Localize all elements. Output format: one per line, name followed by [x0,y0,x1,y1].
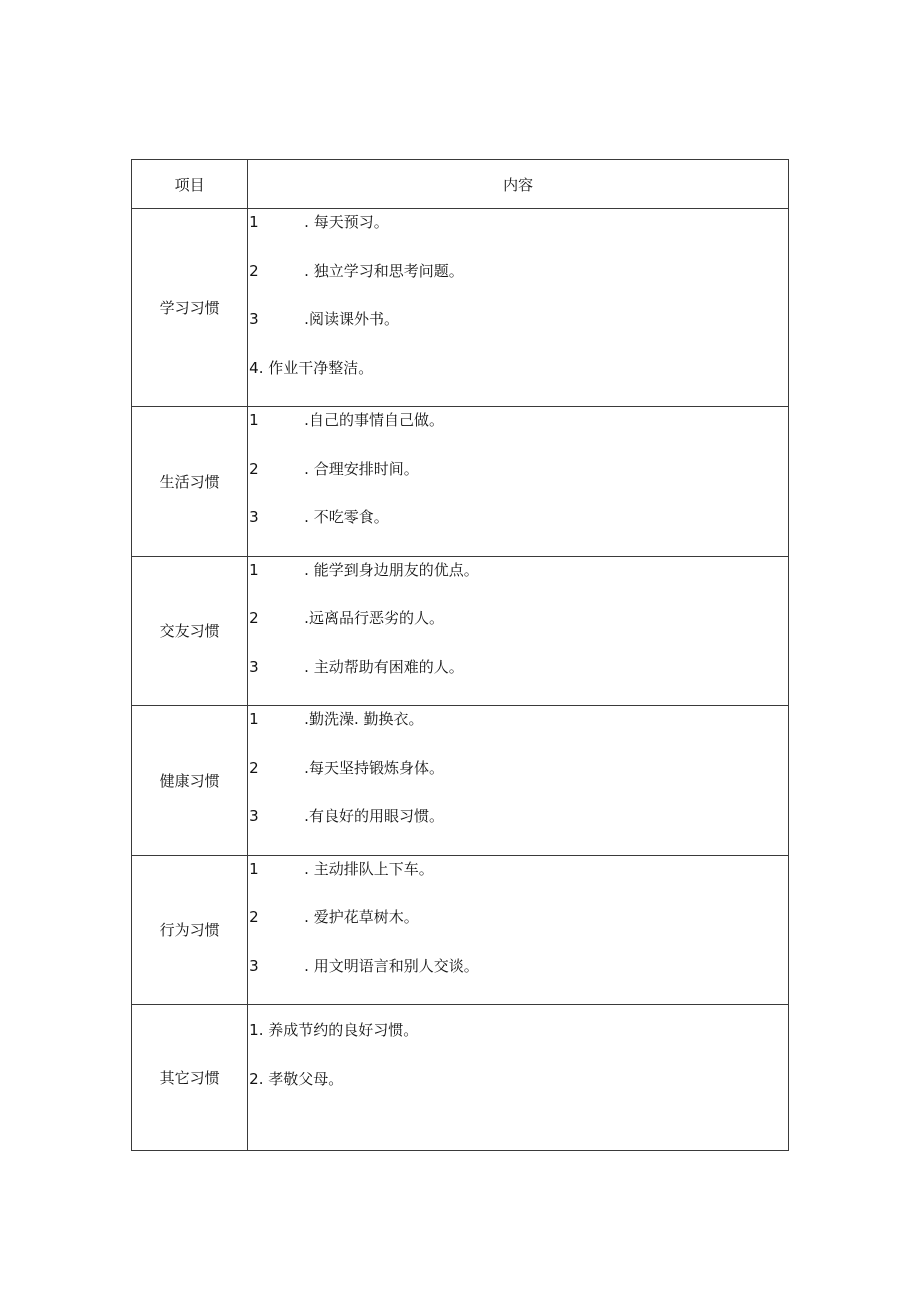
category-cell: 其它习惯 [132,1005,248,1151]
list-item [248,859,788,908]
list-item [248,956,788,1005]
item-number: 2 [249,609,259,627]
list-item [248,410,788,459]
list-item [248,560,788,609]
item-number: 1 [249,411,259,429]
list-item [248,358,788,407]
header-category: 项目 [132,160,248,209]
item-text: 4. 作业干净整洁。 [249,358,374,377]
content-cell [248,706,789,856]
list-item [248,212,788,261]
item-number: 2 [249,459,259,478]
list-item [248,1020,788,1069]
list-item [248,459,788,508]
item-number: 3 [249,807,259,825]
item-number: 2 [249,908,259,926]
item-text: . 能学到身边朋友的优点。 [304,560,479,579]
table-row [132,855,789,1005]
table-row [132,556,789,706]
table-row [132,706,789,856]
item-text: .有良好的用眼习惯。 [304,807,444,825]
item-text: . 主动帮助有困难的人。 [304,657,464,676]
table-header-row [132,160,789,209]
list-item [248,608,788,657]
table-row [132,407,789,557]
category-cell: 行为习惯 [132,855,248,1005]
item-text: .勤洗澡. 勤换衣。 [304,710,424,728]
item-number: 1 [249,710,259,728]
item-number: 3 [249,508,259,526]
header-content: 内容 [248,160,789,209]
item-text: . 每天预习。 [304,213,389,231]
list-item [248,507,788,556]
item-number: 2 [249,261,259,280]
list-item [248,709,788,758]
list-item [248,907,788,956]
item-text: . 独立学习和思考问题。 [304,261,464,280]
category-cell: 交友习惯 [132,556,248,706]
item-text: 2. 孝敬父母。 [249,1069,344,1088]
item-number: 1 [249,213,259,231]
table-row [132,209,789,407]
item-text: . 主动排队上下车。 [304,859,434,878]
table-row [132,1005,789,1151]
content-cell [248,209,789,407]
list-item [248,261,788,310]
item-text: .自己的事情自己做。 [304,411,444,429]
category-cell: 健康习惯 [132,706,248,856]
item-number: 2 [249,758,259,777]
item-text: .阅读课外书。 [304,310,399,328]
item-number: 3 [249,657,259,676]
item-number: 1 [249,560,259,579]
item-text: . 爱护花草树木。 [304,908,419,926]
habits-table [131,159,789,1151]
list-item [248,657,788,706]
item-number: 3 [249,310,259,328]
item-number: 3 [249,956,259,975]
content-cell [248,407,789,557]
list-item [248,806,788,855]
content-cell [248,1005,789,1151]
category-cell: 学习习惯 [132,209,248,407]
item-text: . 合理安排时间。 [304,459,419,478]
content-cell [248,556,789,706]
item-text: .远离品行恶劣的人。 [304,609,444,627]
category-cell: 生活习惯 [132,407,248,557]
list-item [248,309,788,358]
item-number: 1 [249,859,259,878]
item-text: 1. 养成节约的良好习惯。 [249,1021,419,1039]
list-item [248,1069,788,1118]
list-item [248,758,788,807]
content-cell [248,855,789,1005]
item-text: . 用文明语言和别人交谈。 [304,956,479,975]
item-text: .每天坚持锻炼身体。 [304,758,444,777]
item-text: . 不吃零食。 [304,508,389,526]
